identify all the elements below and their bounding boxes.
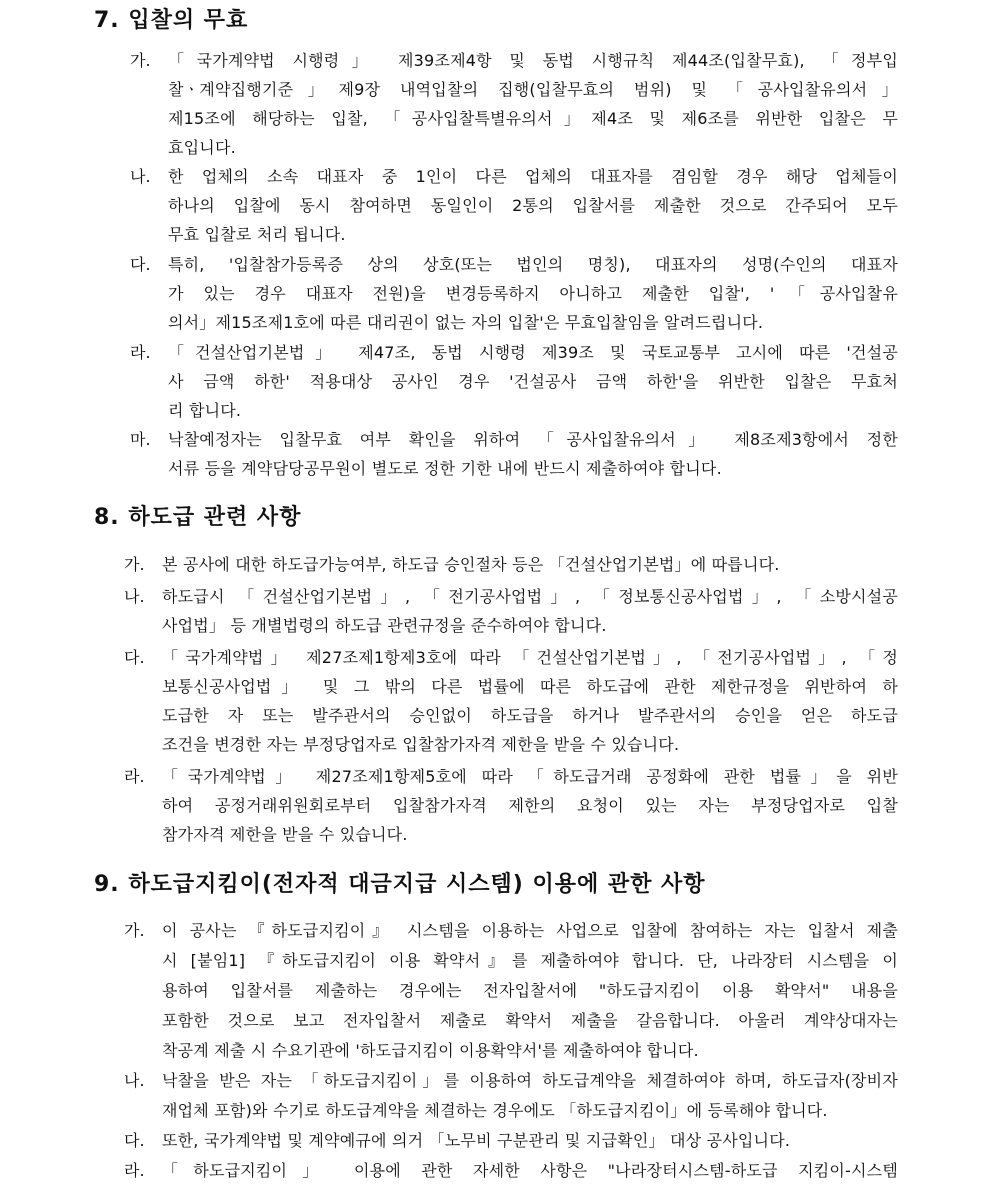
item-marker: 가. [124, 555, 145, 574]
item-line: 도급한 자 또는 발주관서의 승인없이 하도급을 하거나 발주관서의 승인을 얻은 하도급 [162, 706, 898, 725]
item-line: 착공계 제출 시 수요기관에 '하도급지킴이 이용확약서'를 제출하여야 합니다. [162, 1041, 699, 1060]
item-line: 「국가계약법」 제27조제1항제3호에 따라 「건설산업기본법」, 「전기공사업법」, 「정 [162, 648, 898, 667]
item-line: 참가자격 제한을 받을 수 있습니다. [162, 825, 408, 844]
item-line: 하여 공정거래위원회로부터 입찰참가자격 제한의 요청이 있는 자는 부정당업자로 입찰 [162, 796, 898, 815]
item-line: 한 업체의 소속 대표자 중 1인이 다른 업체의 대표자를 겸임할 경우 해당 업체들이 [168, 167, 898, 186]
item-line: 무효 입찰로 처리 됩니다. [168, 225, 346, 244]
item-line: 하도급시 「건설산업기본법」, 「전기공사업법」, 「정보통신공사업법」, 「소방시설공 [162, 587, 898, 606]
item-line: 낙찰을 받은 자는 「하도급지킴이」를 이용하여 하도급계약을 체결하여야 하며, 하도급자(장비자 [162, 1071, 898, 1090]
item-line: 시 [붙임1] 『하도급지킴이 이용 확약서』를 제출하여야 합니다. 단, 나라장터 시스템을 이 [162, 951, 898, 970]
item-line: 서류 등을 계약담당공무원이 별도로 정한 기한 내에 반드시 제출하여야 합니다. [168, 459, 722, 478]
item-line: 가 있는 경우 대표자 전원)을 변경등록하지 아니하고 제출한 입찰', '「공사입찰유 [168, 284, 898, 303]
item-line: 본 공사에 대한 하도급가능여부, 하도급 승인절차 등은 「건설산업기본법」에 따릅니다. [162, 555, 780, 574]
item-marker: 가. [130, 51, 151, 70]
section-heading: 8. 하도급 관련 사항 [94, 505, 302, 530]
item-marker: 다. [124, 648, 145, 667]
item-line: 조건을 변경한 자는 부정당업자로 입찰참가자격 제한을 받을 수 있습니다. [162, 735, 680, 754]
section-heading: 7. 입찰의 무효 [94, 8, 249, 33]
item-marker: 라. [124, 767, 145, 786]
item-line: 「국가계약법 시행령」 제39조제4항 및 동법 시행규칙 제44조(입찰무효), 「정부입 [168, 51, 898, 70]
item-line: 보통신공사업법」 및 그 밖의 다른 법률에 따른 하도급에 관한 제한규정을 위반하여 하 [162, 677, 898, 696]
item-line: 특히, '입찰참가등록증 상의 상호(또는 법인의 명칭), 대표자의 성명(수인의 대표자 [168, 255, 898, 274]
item-marker: 라. [130, 343, 151, 362]
item-marker: 라. [124, 1161, 145, 1180]
item-line: 의서」제15조제1호에 따른 대리권이 없는 자의 입찰'은 무효입찰임을 알려드립니다. [168, 313, 764, 332]
item-marker: 다. [124, 1131, 145, 1150]
item-line: 사업법」 등 개별법령의 하도급 관련규정을 준수하여야 합니다. [162, 616, 607, 635]
item-line: 「하도급지킴이」 이용에 관한 자세한 사항은 "나라장터시스템-하도급 지킴이-시스템 [162, 1161, 898, 1180]
item-marker: 가. [124, 921, 145, 940]
item-line: 하나의 입찰에 동시 참여하면 동일인이 2통의 입찰서를 제출한 것으로 간주되어 모두 [168, 196, 898, 215]
item-line: 재업체 포함)와 수기로 하도급계약을 체결하는 경우에도 「하도급지킴이」에 등록해야 합니다. [162, 1101, 828, 1120]
item-marker: 다. [130, 255, 151, 274]
item-line: 사 금액 하한' 적용대상 공사인 경우 '건설공사 금액 하한'을 위반한 입찰은 무효처 [168, 372, 898, 391]
item-line: 또한, 국가계약법 및 계약예규에 의거 「노무비 구분관리 및 지급확인」 대상 공사입니다. [162, 1131, 791, 1150]
item-line: 낙찰예정자는 입찰무효 여부 확인을 위하여 「공사입찰유의서」 제8조제3항에서 정한 [168, 430, 898, 449]
item-marker: 나. [124, 1071, 145, 1090]
item-marker: 마. [130, 430, 151, 449]
item-line: 효입니다. [168, 138, 236, 157]
item-line: 이 공사는 『하도급지킴이』 시스템을 이용하는 사업으로 입찰에 참여하는 자는 입찰서 제출 [162, 921, 898, 940]
section-heading: 9. 하도급지킴이(전자적 대금지급 시스템) 이용에 관한 사항 [94, 872, 706, 897]
item-marker: 나. [130, 167, 151, 186]
item-line: 「국가계약법」 제27조제1항제5호에 따라 「하도급거래 공정화에 관한 법률」을 위반 [162, 767, 898, 786]
item-line: 리 합니다. [168, 401, 242, 420]
item-line: 포함한 것으로 보고 전자입찰서 제출로 확약서 제출을 갈음합니다. 아울러 계약상대자는 [162, 1011, 898, 1030]
item-line: 제15조에 해당하는 입찰, 「공사입찰특별유의서」제4조 및 제6조를 위반한 입찰은 무 [168, 109, 898, 128]
item-marker: 나. [124, 587, 145, 606]
item-line: 「건설산업기본법」 제47조, 동법 시행령 제39조 및 국토교통부 고시에 따른 '건설공 [168, 343, 898, 362]
item-line: 찰ㆍ계약집행기준」제9장 내역입찰의 집행(입찰무효의 범위) 및 「공사입찰유의서」 [168, 80, 898, 99]
item-line: 용하여 입찰서를 제출하는 경우에는 전자입찰서에 "하도급지킴이 이용 확약서" 내용을 [162, 981, 898, 1000]
